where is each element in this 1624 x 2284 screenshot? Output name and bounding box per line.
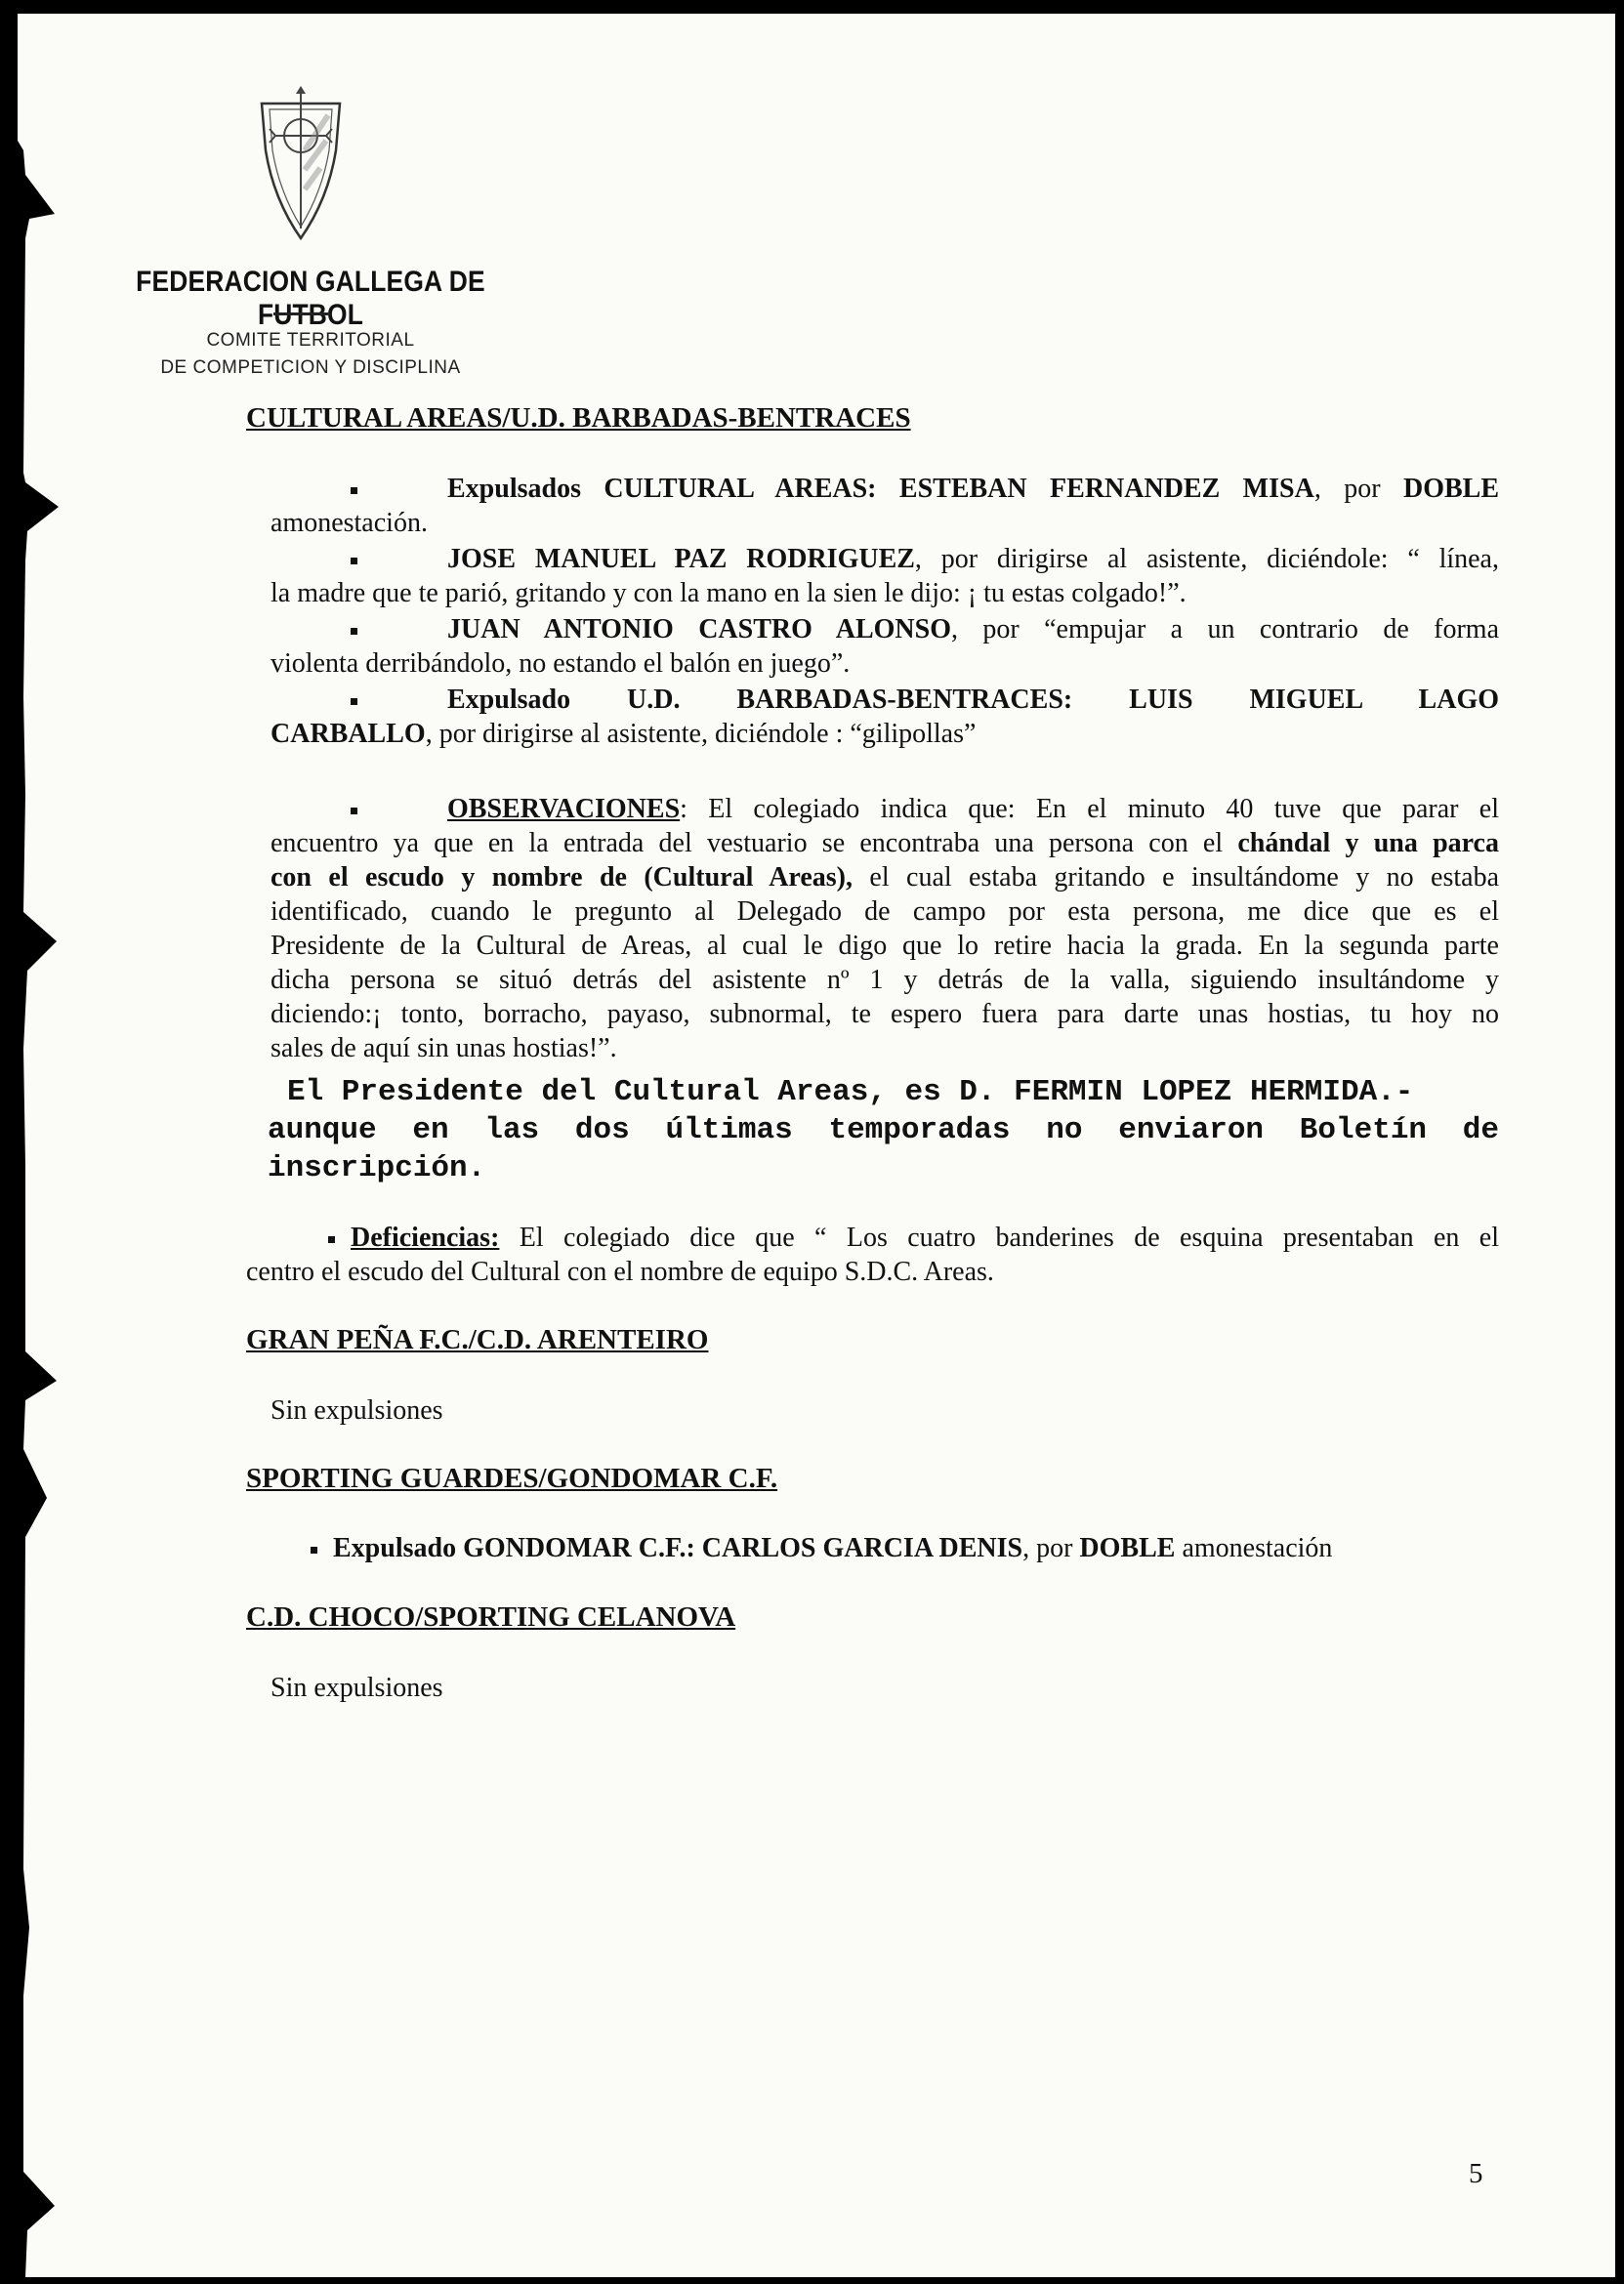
- document-page: [18, 14, 1615, 2277]
- expulsion-item-4: Expulsado U.D. BARBADAS-BENTRACES: LUIS MIGUEL LAGO CARBALLO, por dirigirse al asistente, diciéndole : “gilipollas”: [271, 685, 1499, 749]
- bullet-icon: [311, 1547, 317, 1554]
- no-expulsions-text: Sin expulsiones: [271, 1673, 443, 1703]
- torn-left-edge: [18, 14, 76, 2277]
- match-heading-4: C.D. CHOCO/SPORTING CELANOVA: [246, 1601, 736, 1633]
- expulsion-item-1: Expulsados CULTURAL AREAS: ESTEBAN FERNANDEZ MISA, por DOBLE amonestación.: [271, 474, 1499, 538]
- deficiencias-block: Deficiencias: El colegiado dice que “ Los cuatro banderines de esquina presentaban en el centro el escudo del Cultural con el nombre de equipo S.D.C. Areas.: [246, 1223, 1499, 1287]
- org-subtitle-line2: DE COMPETICION Y DISCIPLINA: [160, 357, 461, 378]
- expulsion-item-2: JOSE MANUEL PAZ RODRIGUEZ, por dirigirse al asistente, diciéndole: “ línea, la madre que te parió, gritando y con la mano en la sien le dijo: ¡ tu estas colgado!”.: [271, 544, 1499, 608]
- org-name: FEDERACION GALLEGA DE FUTBOL: [136, 266, 485, 331]
- match-heading-3: SPORTING GUARDES/GONDOMAR C.F.: [246, 1463, 778, 1494]
- bullet-icon: [351, 698, 357, 705]
- bullet-icon: [351, 558, 357, 564]
- expulsion-item-3: JUAN ANTONIO CASTRO ALONSO, por “empujar a un contrario de forma violenta derribándolo, no estando el balón en juego”.: [271, 614, 1500, 679]
- observaciones-block: OBSERVACIONES: El colegiado indica que: En el minuto 40 tuve que parar el encuentro ya que en la entrada del vestuario se encontraba una persona con el chándal y una parca con el escudo y nombre de (Cultural Areas), el cual estaba gritando e insultándome y no estaba identificado, cuando le pregunto al Delegado de campo por esta persona, me dice que es el Presidente de la Cultural de Areas, al cual le digo que lo retire hacia la grada. En la segunda parte dicha persona se situó detrás del asistente nº 1 y detrás de la valla, siguiendo insultándome y diciendo:¡ tonto, borracho, payaso, subnormal, te espero fuera para darte unas hostias, tu hoy no sales de aquí sin unas hostias!”.: [271, 794, 1499, 1063]
- shield-crest-icon: [242, 82, 359, 248]
- bullet-icon: [351, 487, 357, 494]
- match-heading-1: CULTURAL AREAS/U.D. BARBADAS-BENTRACES: [246, 402, 911, 434]
- bullet-icon: [328, 1236, 335, 1243]
- bullet-icon: [351, 808, 357, 814]
- org-divider: [273, 312, 330, 315]
- president-note: El Presidente del Cultural Areas, es D. FERMIN LOPEZ HERMIDA.- aunque en las dos últimas temporadas no enviaron Boletín de inscripción.: [268, 1075, 1499, 1185]
- org-subtitle-line1: COMITE TERRITORIAL: [206, 330, 415, 351]
- match-heading-2: GRAN PEÑA F.C./C.D. ARENTEIRO: [246, 1324, 709, 1355]
- expulsion-item-5: Expulsado GONDOMAR C.F.: CARLOS GARCIA DENIS, por DOBLE amonestación: [311, 1531, 1332, 1565]
- no-expulsions-text: Sin expulsiones: [271, 1395, 443, 1426]
- page-number: 5: [1469, 2158, 1483, 2189]
- bullet-icon: [351, 628, 357, 635]
